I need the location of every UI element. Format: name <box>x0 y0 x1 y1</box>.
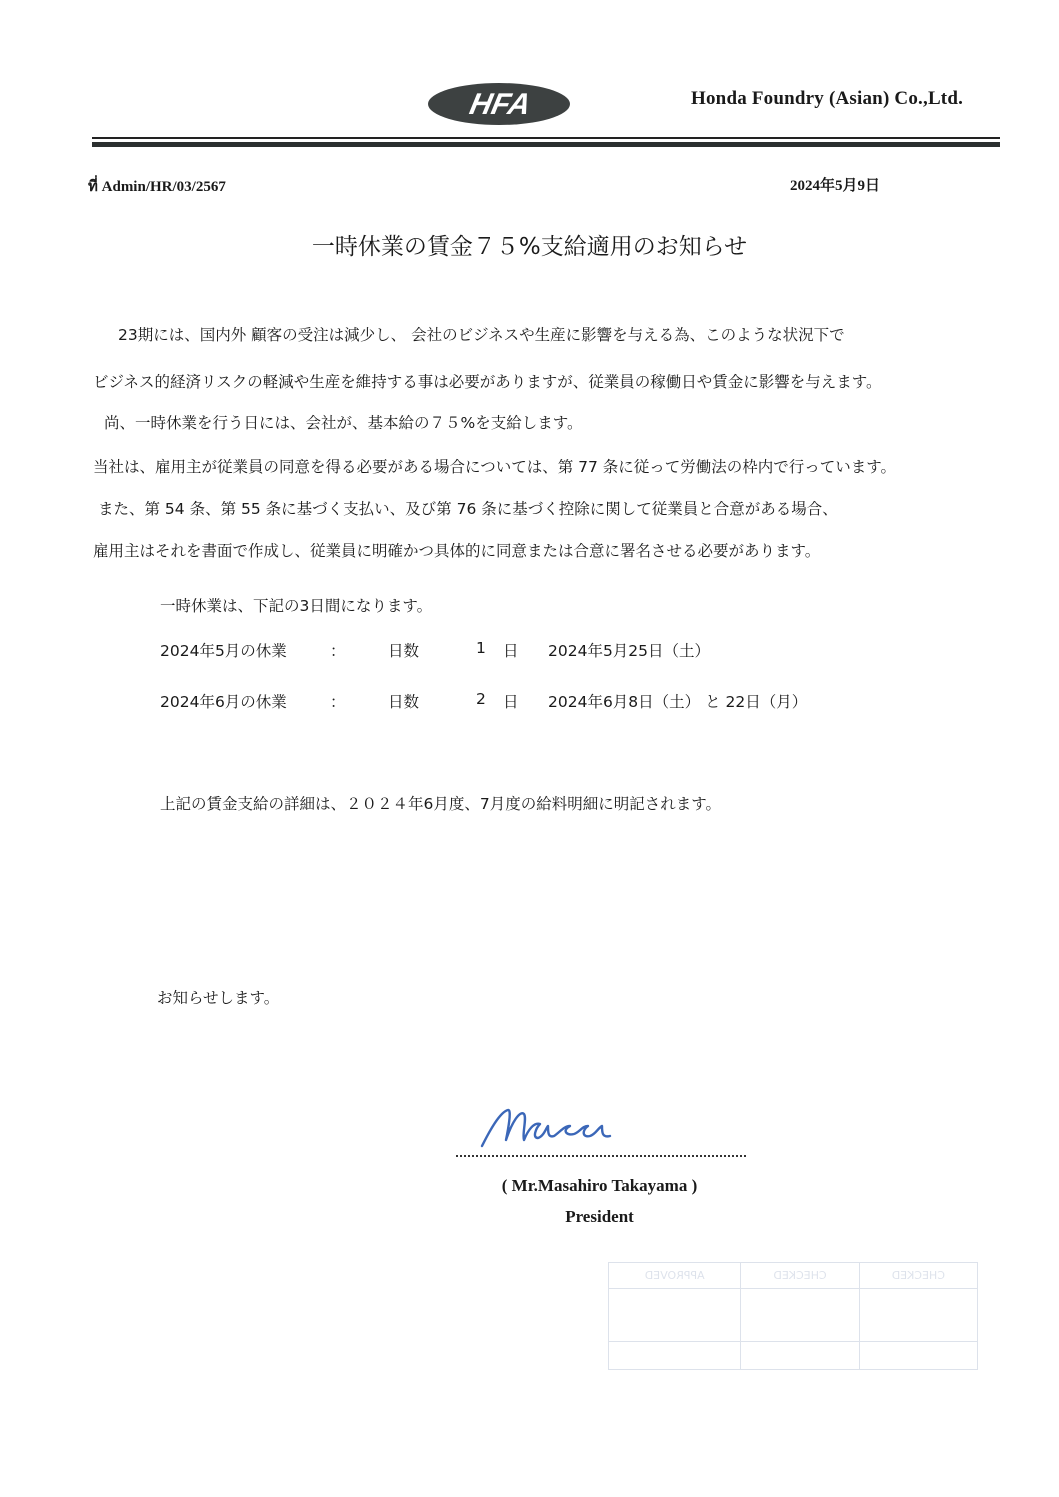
schedule-separator: ： <box>330 693 346 711</box>
body-line: ビジネス的経済リスクの軽減や生産を維持する事は必要がありますが、従業員の稼働日や賃金に影響を与えます。 <box>93 373 882 391</box>
svg-text:HFA: HFA <box>466 88 534 121</box>
schedule-unit: 日 <box>503 642 519 660</box>
signature-line <box>456 1155 746 1157</box>
stamp-header: CHECKED <box>859 1263 977 1289</box>
schedule-separator: ： <box>330 642 346 660</box>
schedule-dates: 2024年5月25日（土） <box>548 642 711 660</box>
payment-note: 上記の賃金支給の詳細は、２０２４年6月度、7月度の給料明細に明記されます。 <box>160 795 721 813</box>
approval-stamp <box>608 1262 978 1370</box>
schedule-days: 1 <box>476 639 486 657</box>
header-divider-thick <box>92 142 1000 147</box>
schedule-days-label: 日数 <box>388 693 420 711</box>
body-line: 23期には、国内外 顧客の受注は減少し、 会社のビジネスや生産に影響を与える為、このような状況下で <box>118 326 845 344</box>
signer-title: President <box>565 1207 634 1226</box>
company-logo <box>427 82 571 126</box>
schedule-month: 2024年5月の休業 <box>160 642 287 660</box>
schedule-month: 2024年6月の休業 <box>160 693 287 711</box>
signer-name: ( Mr.Masahiro Takayama ) <box>501 1176 698 1195</box>
stamp-header: CHECKED <box>741 1263 859 1289</box>
stamp-header: APPROVED <box>609 1263 741 1289</box>
document-date: 2024年5月9日 <box>790 178 881 194</box>
document-title: 一時休業の賃金７５%支給適用のお知らせ <box>311 234 748 260</box>
body-line: 当社は、雇用主が従業員の同意を得る必要がある場合については、第 77 条に従って労働法の枠内で行っています。 <box>93 458 897 476</box>
schedule-dates: 2024年6月8日（土） と 22日（月） <box>548 693 808 711</box>
header-divider-thin <box>92 137 1000 139</box>
closing-text: お知らせします。 <box>157 989 280 1007</box>
schedule-days: 2 <box>476 690 486 708</box>
body-line: また、第 54 条、第 55 条に基づく支払い、及び第 76 条に基づく控除に関して従業員と合意がある場合、 <box>98 500 838 518</box>
body-line: 尚、一時休業を行う日には、会社が、基本給の７５%を支給します。 <box>104 414 583 432</box>
reference-number: ที่ Admin/HR/03/2567 <box>88 179 226 195</box>
body-line: 雇用主はそれを書面で作成し、従業員に明確かつ具体的に同意または合意に署名させる必要があります。 <box>93 542 821 560</box>
schedule-unit: 日 <box>503 693 519 711</box>
signature-handwriting <box>478 1100 658 1155</box>
schedule-intro: 一時休業は、下記の3日間になります。 <box>160 597 433 615</box>
company-name: Honda Foundry (Asian) Co.,Ltd. <box>691 88 964 109</box>
schedule-days-label: 日数 <box>388 642 420 660</box>
